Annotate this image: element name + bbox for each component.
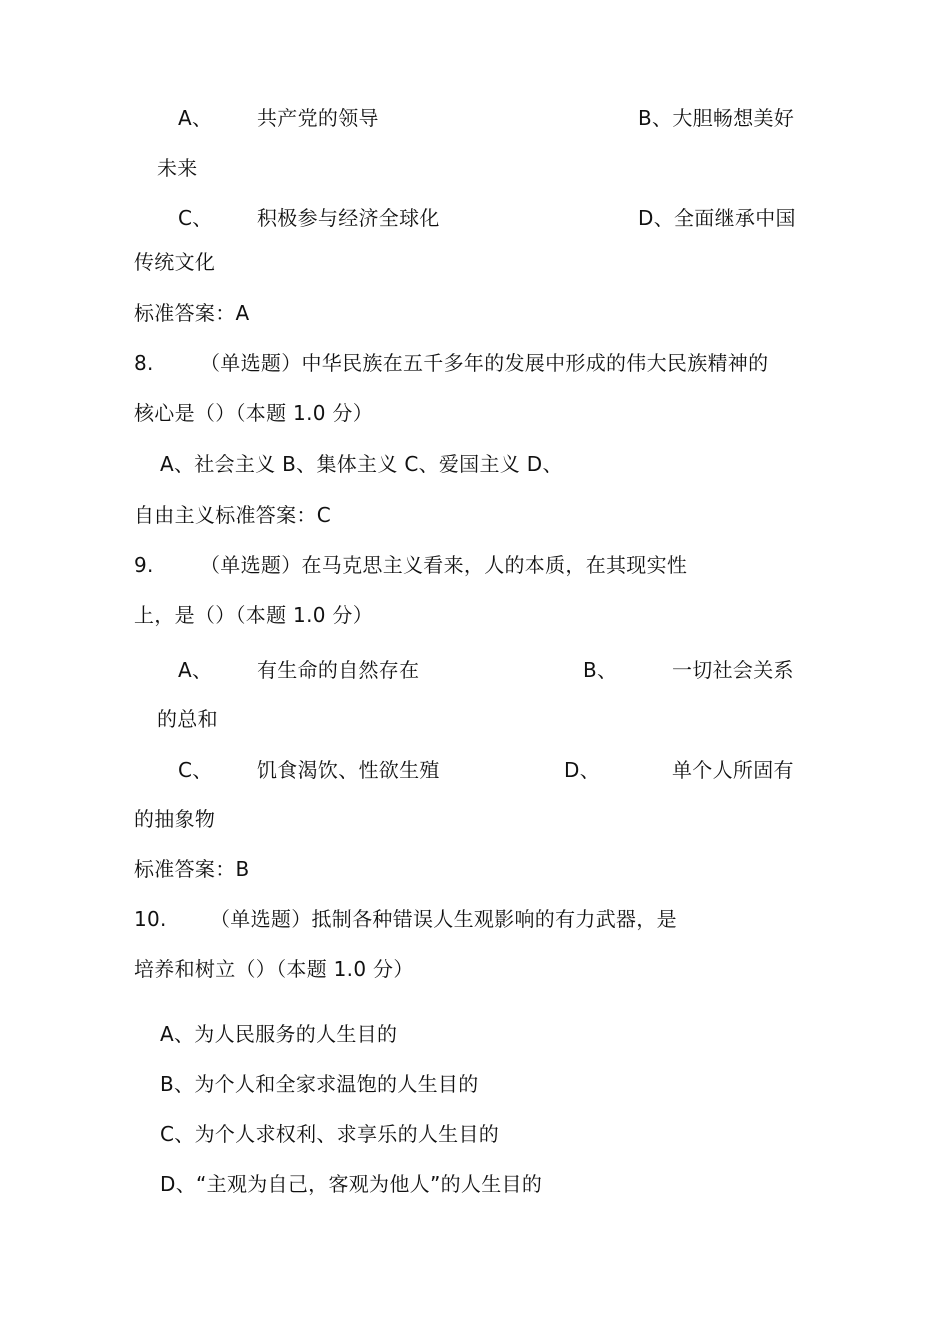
q7-option-b-continuation: 未来 <box>157 156 198 180</box>
q8-stem-line1: （单选题）中华民族在五千多年的发展中形成的伟大民族精神的 <box>200 351 769 375</box>
q7-option-c-text: 积极参与经济全球化 <box>257 206 440 230</box>
q10-stem-line2: 培养和树立（）（本题 1.0 分） <box>134 957 414 981</box>
q9-number: 9. <box>134 553 154 577</box>
q10-option-d: D、“主观为自己，客观为他人”的人生目的 <box>160 1172 543 1196</box>
q7-option-c-letter: C、 <box>178 206 213 230</box>
q7-option-a-text: 共产党的领导 <box>257 106 379 130</box>
q10-number: 10. <box>134 907 167 931</box>
q10-option-a: A、为人民服务的人生目的 <box>160 1022 398 1046</box>
q9-option-d-letter: D、 <box>564 758 601 782</box>
q7-answer: 标准答案：A <box>134 301 250 325</box>
q8-options-line2-answer: 自由主义标准答案：C <box>134 503 331 527</box>
q9-stem-line2: 上，是（）（本题 1.0 分） <box>134 603 374 627</box>
q10-stem-line1: （单选题）抵制各种错误人生观影响的有力武器，是 <box>210 907 677 931</box>
q7-option-d-continuation: 传统文化 <box>134 250 216 274</box>
q9-option-d-continuation: 的抽象物 <box>134 807 216 831</box>
q9-option-b-continuation: 的总和 <box>157 707 218 731</box>
q9-stem-line1: （单选题）在马克思主义看来，人的本质，在其现实性 <box>200 553 688 577</box>
q10-option-b: B、为个人和全家求温饱的人生目的 <box>160 1072 479 1096</box>
q9-option-b-letter: B、 <box>583 658 618 682</box>
q7-option-d-text: D、全面继承中国 <box>638 206 796 230</box>
q10-option-c: C、为个人求权利、求享乐的人生目的 <box>160 1122 500 1146</box>
q9-option-a-text: 有生命的自然存在 <box>257 658 420 682</box>
q8-stem-line2: 核心是（）（本题 1.0 分） <box>134 401 374 425</box>
q8-options-line1: A、社会主义 B、集体主义 C、爱国主义 D、 <box>160 452 563 476</box>
q8-number: 8. <box>134 351 154 375</box>
q9-answer: 标准答案：B <box>134 857 250 881</box>
q7-option-a-letter: A、 <box>178 106 213 130</box>
q9-option-a-letter: A、 <box>178 658 213 682</box>
q7-option-b-text: B、大胆畅想美好 <box>638 106 795 130</box>
q9-option-b-text: 一切社会关系 <box>672 658 794 682</box>
q9-option-d-text: 单个人所固有 <box>672 758 794 782</box>
q9-option-c-text: 饥食渴饮、性欲生殖 <box>257 758 440 782</box>
q9-option-c-letter: C、 <box>178 758 213 782</box>
